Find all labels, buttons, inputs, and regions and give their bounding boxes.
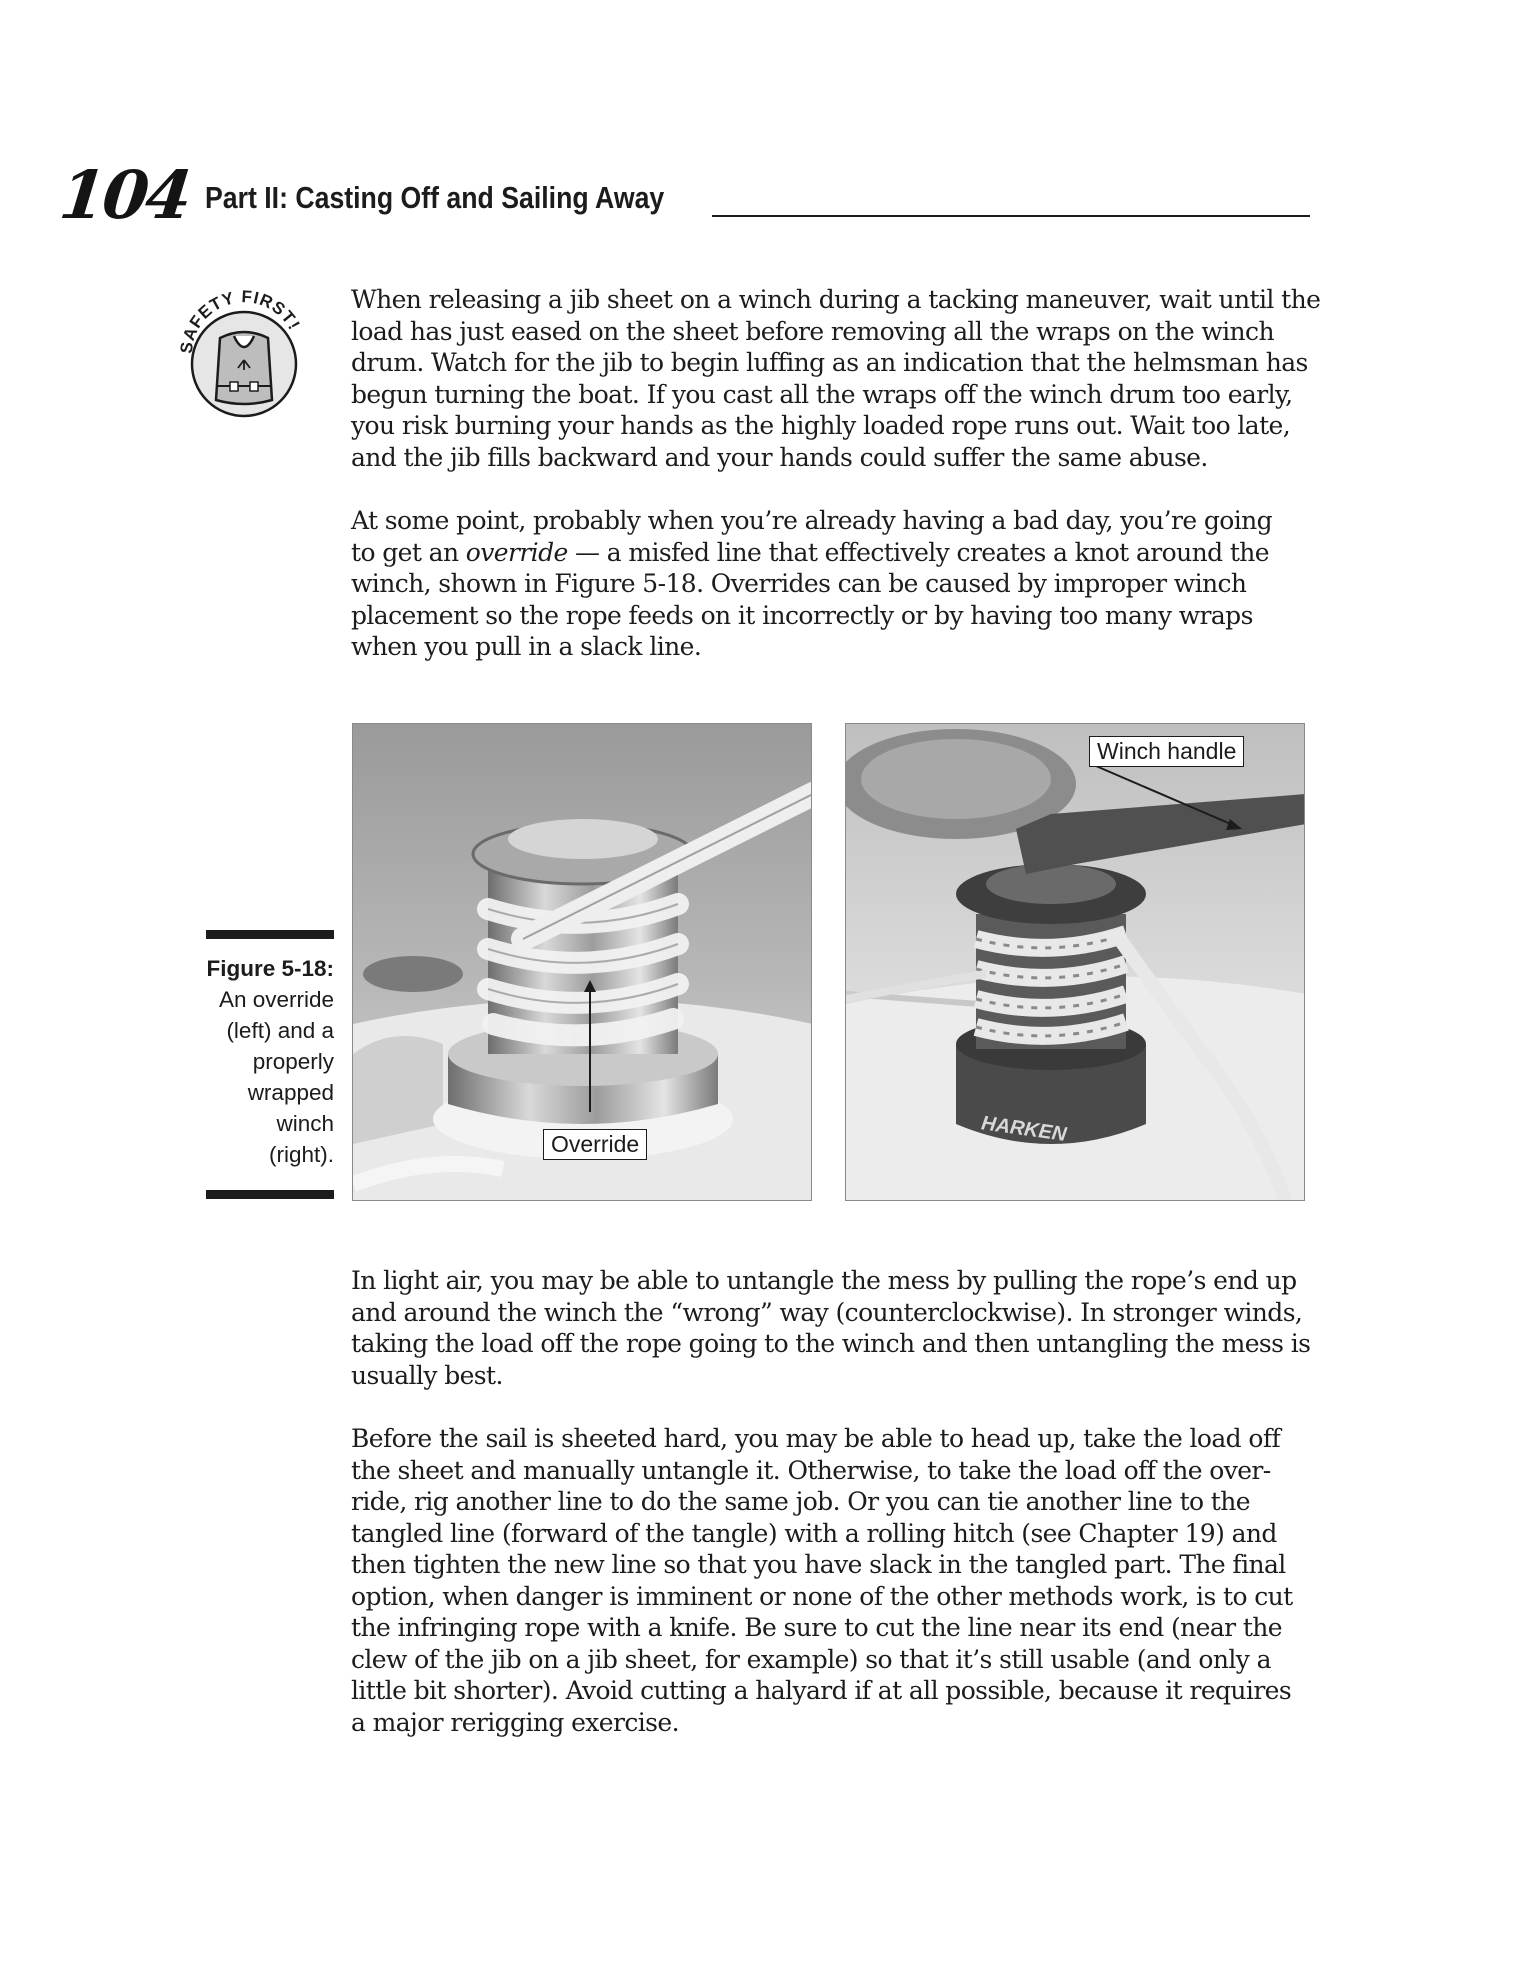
- caption-line: winch: [276, 1111, 334, 1136]
- wrapped-winch-photo: [845, 723, 1305, 1201]
- override-paragraph: [351, 505, 1321, 663]
- override-line: At some point, probably when you’re already having a bad day, you’re going: [351, 506, 1273, 535]
- caption-line: An override: [218, 987, 334, 1012]
- sheeted-line: ride, rig another line to do the same job. Or you can tie another line to the: [351, 1487, 1250, 1516]
- sheeted-line: then tighten the new line so that you have slack in the tangled part. The final: [351, 1550, 1286, 1579]
- caption-line: wrapped: [247, 1080, 334, 1105]
- safety-paragraph: [351, 284, 1321, 473]
- winch-handle-callout-label: Winch handle: [1089, 736, 1244, 767]
- caption-line: properly: [252, 1049, 334, 1074]
- override-callout-label: Override: [543, 1129, 647, 1160]
- safety-line: When releasing a jib sheet on a winch during a tacking maneuver, wait until the: [351, 285, 1321, 314]
- sheeted-line: option, when danger is imminent or none of the other methods work, is to cut: [351, 1581, 1293, 1611]
- light-air-paragraph: [351, 1265, 1321, 1391]
- safety-line: begun turning the boat. If you cast all the wraps off the winch drum too early,: [351, 379, 1293, 409]
- safety-line: and the jib fills backward and your hands could suffer the same abuse.: [351, 442, 1208, 472]
- safety-line: you risk burning your hands as the highly loaded rope runs out. Wait too late,: [351, 411, 1291, 440]
- light-air-line: and around the winch the “wrong” way (counterclockwise). In stronger winds,: [351, 1297, 1303, 1327]
- page-number: 104: [55, 156, 193, 234]
- sheeted-line: the sheet and manually untangle it. Otherwise, to take the load off the over-: [351, 1455, 1271, 1485]
- caption-line: (left) and a: [226, 1018, 334, 1043]
- sheeted-line: the infringing rope with a knife. Be sure to cut the line near its end (near the: [351, 1613, 1282, 1642]
- caption-line: (right).: [268, 1142, 334, 1167]
- caption-bottom-bar: [206, 1190, 334, 1199]
- override-line: winch, shown in Figure 5-18. Overrides can be caused by improper winch: [351, 569, 1247, 598]
- light-air-line: taking the load off the rope going to the winch and then untangling the mess is: [351, 1329, 1311, 1358]
- override-line-post: — a misfed line that effectively creates a knot around the: [567, 537, 1269, 567]
- light-air-line: In light air, you may be able to untangle the mess by pulling the rope’s end up: [351, 1266, 1297, 1295]
- override-line: when you pull in a slack line.: [351, 632, 702, 661]
- harken-brand-text: HARKEN: [979, 1112, 1068, 1146]
- override-line: [351, 537, 1321, 569]
- sheeted-line: tangled line (forward of the tangle) with a rolling hitch (see Chapter 19) and: [351, 1518, 1277, 1548]
- running-title: Part II: Casting Off and Sailing Away: [205, 180, 665, 215]
- override-winch-photo: [352, 723, 812, 1201]
- sheeted-line: little bit shorter). Avoid cutting a halyard if at all possible, because it requires: [351, 1676, 1292, 1705]
- sheeted-line: Before the sail is sheeted hard, you may be able to head up, take the load off: [351, 1424, 1281, 1453]
- header-rule: [712, 215, 1310, 217]
- sheeted-line: clew of the jib on a jib sheet, for example) so that it’s still usable (and only a: [351, 1644, 1271, 1674]
- sheeted-paragraph: [351, 1423, 1321, 1738]
- sheeted-line: a major rerigging exercise.: [351, 1707, 679, 1737]
- safety-line: load has just eased on the sheet before removing all the wraps on the winch: [351, 316, 1274, 346]
- safety-line: drum. Watch for the jib to begin luffing as an indication that the helmsman has: [351, 348, 1308, 377]
- light-air-line: usually best.: [351, 1360, 503, 1390]
- override-line-pre: to get an: [351, 537, 466, 567]
- safety-first-label: SAFETY FIRST!: [176, 287, 304, 355]
- figure-number: Figure 5-18:: [206, 956, 334, 981]
- override-term: override: [465, 537, 568, 567]
- figure-caption: [150, 953, 334, 1170]
- safety-first-icon: [172, 282, 312, 432]
- override-line: placement so the rope feeds on it incorrectly or by having too many wraps: [351, 600, 1253, 630]
- caption-top-bar: [206, 930, 334, 939]
